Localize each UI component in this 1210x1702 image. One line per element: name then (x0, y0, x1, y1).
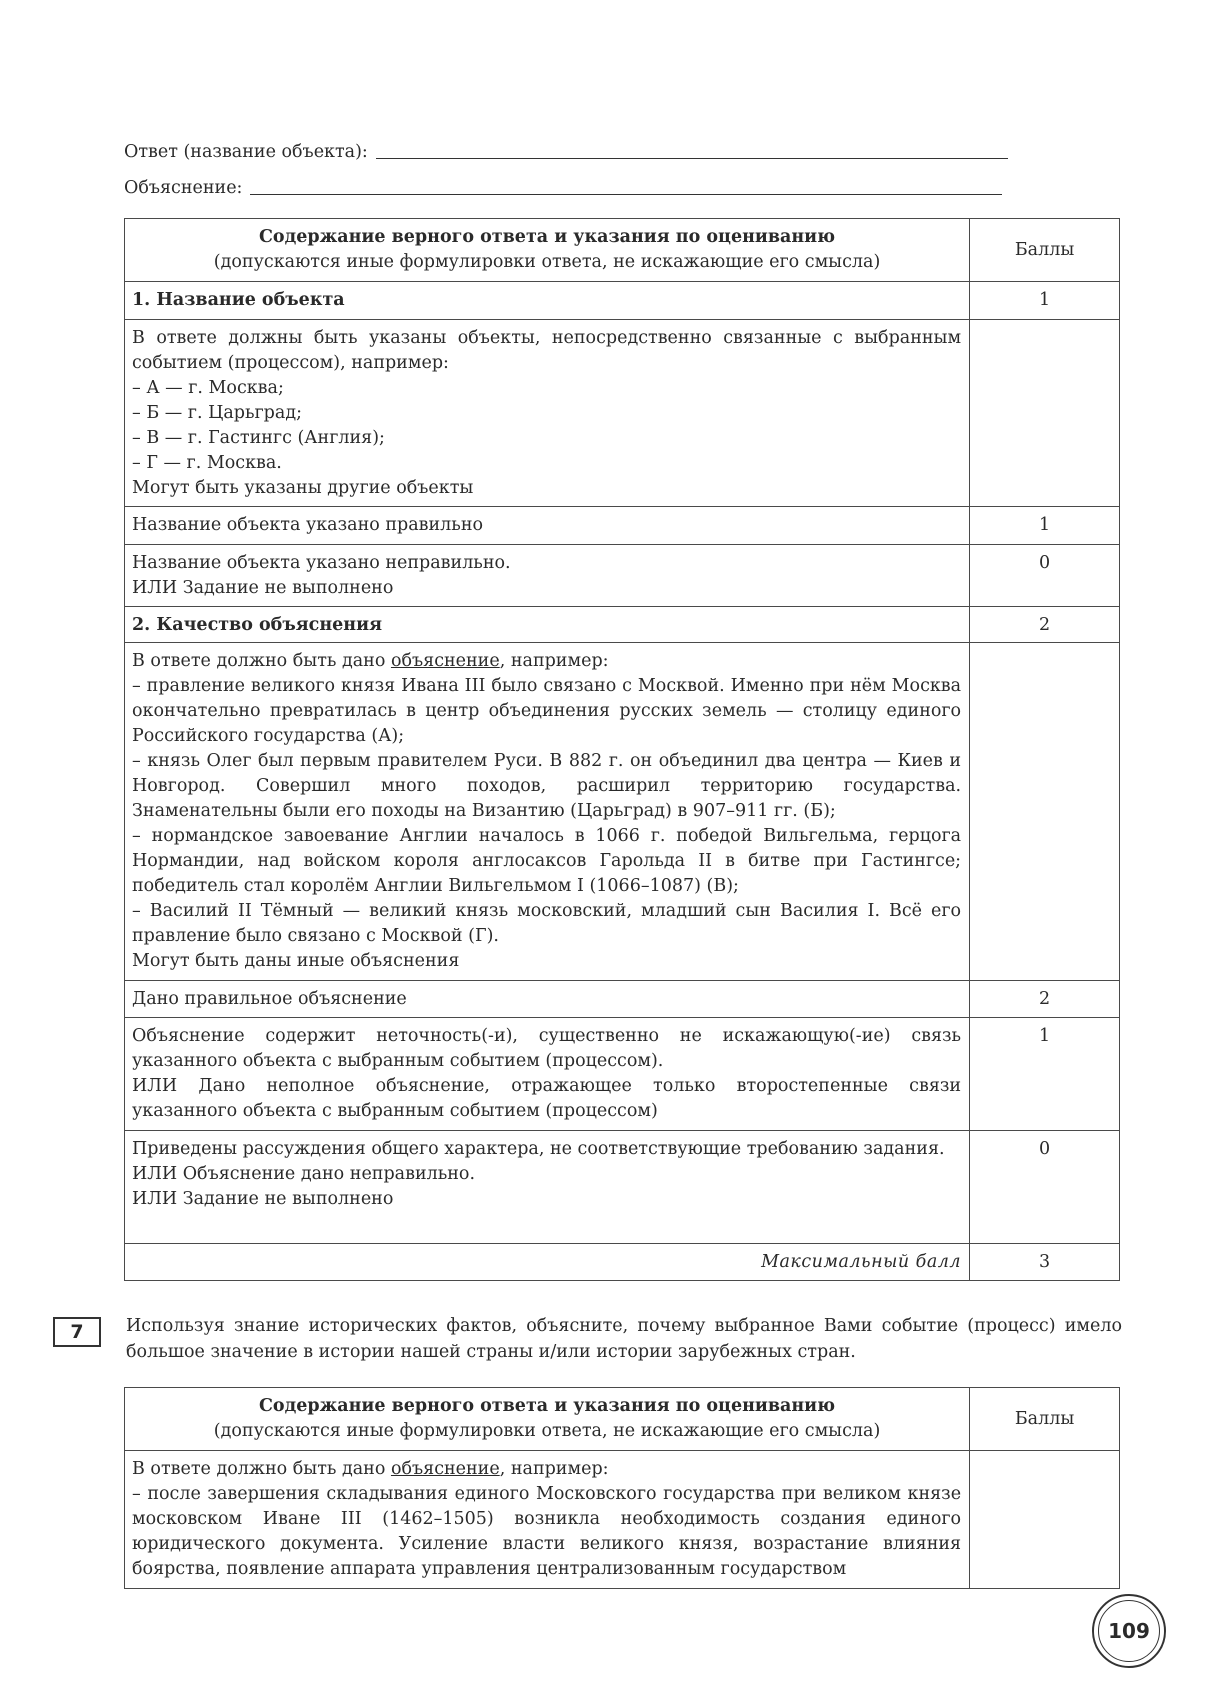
text-line: – А — г. Москва; (132, 378, 284, 398)
table-row (125, 507, 1120, 545)
header-subtitle: (допускаются иные формулировки ответа, не искажающие его смысла) (213, 1421, 881, 1441)
answer-object-line[interactable] (376, 157, 1008, 159)
text-line: В ответе должны быть указаны объекты, непосредственно связанные с выбранным событием (процессом), например: (132, 328, 962, 373)
text-line: – В — г. Гастингс (Англия); (132, 428, 385, 448)
text-line: ИЛИ Задание не выполнено (132, 578, 394, 598)
text-line: Могут быть указаны другие объекты (132, 478, 474, 498)
explanation-block (125, 1451, 970, 1589)
criterion-points: 1 (970, 507, 1120, 545)
empty-points-cell (970, 1451, 1120, 1589)
criterion-text (125, 1018, 970, 1131)
intro-suffix: , например: (499, 651, 609, 671)
table-row (125, 607, 1120, 643)
max-score-row (125, 1244, 1120, 1281)
table-row (125, 320, 1120, 507)
intro-underlined: объяснение (390, 1459, 500, 1479)
criterion-text: Дано правильное объяснение (125, 981, 970, 1018)
section-points: 1 (970, 282, 1120, 320)
answer-object-field (124, 142, 1008, 162)
section-title: 1. Название объекта (125, 282, 970, 320)
header-points-cell: Баллы (970, 219, 1120, 282)
header-content-cell (125, 1388, 970, 1451)
table-row (125, 545, 1120, 607)
text-line: – нормандское завоевание Англии началось в 1066 г. победой Вильгельма, герцога Нормандии, над войском короля англосаксов Гарольда II в битве при Гастингсе; победитель стал королём Англии Вильгельмом I (1066–1087) (В); (132, 826, 962, 896)
intro-prefix: В ответе должно быть дано (132, 651, 391, 671)
task-text: Используя знание исторических фактов, объясните, почему выбранное Вами событие (процесс) имело большое значение в истории нашей страны и/или истории зарубежных стран. (126, 1316, 1122, 1362)
empty-points-cell (970, 643, 1120, 981)
criterion-points: 0 (970, 1131, 1120, 1244)
explanation-intro (132, 1457, 961, 1482)
text-line: Объяснение содержит неточность(-и), существенно не искажающую(-ие) связь указанного объекта с выбранным событием (процессом). (132, 1026, 962, 1071)
explanation-block (125, 643, 970, 981)
text-line: ИЛИ Задание не выполнено (132, 1189, 394, 1209)
table-row (125, 1451, 1120, 1589)
text-line: – правление великого князя Ивана III было связано с Москвой. Именно при нём Москва окончательно превратилась в центр объединения русских земель — столицу единого Российского государства (А); (132, 676, 962, 746)
text-line: ИЛИ Дано неполное объяснение, отражающее только второстепенные связи указанного объекта с выбранным событием (процессом) (132, 1076, 962, 1121)
table-row (125, 1131, 1120, 1244)
table-header-row (125, 219, 1120, 282)
max-score-label: Максимальный балл (125, 1244, 970, 1281)
criterion-points: 1 (970, 1018, 1120, 1131)
criterion-points: 0 (970, 545, 1120, 607)
empty-points-cell (970, 320, 1120, 507)
answer-object-label: Ответ (название объекта): (124, 142, 368, 162)
scoring-table-6 (124, 218, 1120, 1281)
header-points-cell: Баллы (970, 1388, 1120, 1451)
criterion-text (125, 545, 970, 607)
table-row (125, 981, 1120, 1018)
text-line: – князь Олег был первым правителем Руси. В 882 г. он объединил два центра — Киев и Новгород. Совершил много походов, расширил территорию государства. Знаменательны были его походы на Византию (Царьград) в 907–911 гг. (Б); (132, 751, 962, 821)
header-title: Содержание верного ответа и указания по оцениванию (258, 227, 836, 247)
intro-suffix: , например: (499, 1459, 609, 1479)
text-line: – после завершения складывания единого Московского государства при великом князе московском Иване III (1462–1505) возникла необходимость создания единого юридического документа. Усиление власти великого князя, возрастание влияния боярства, появление аппарата управления централизованным государством (132, 1484, 962, 1579)
table-header-row (125, 1388, 1120, 1451)
objects-block (125, 320, 970, 507)
section-points: 2 (970, 607, 1120, 643)
text-line: Могут быть даны иные объяснения (132, 951, 460, 971)
criterion-text (125, 1131, 970, 1244)
header-subtitle: (допускаются иные формулировки ответа, не искажающие его смысла) (213, 252, 881, 272)
text-line: ИЛИ Объяснение дано неправильно. (132, 1164, 476, 1184)
intro-prefix: В ответе должно быть дано (132, 1459, 391, 1479)
explanation-field (124, 178, 1002, 198)
page-number: 109 (1098, 1600, 1160, 1662)
criterion-points: 2 (970, 981, 1120, 1018)
table-row (125, 643, 1120, 981)
task-number-box: 7 (53, 1317, 101, 1347)
explanation-intro (132, 649, 961, 674)
table-row (125, 1018, 1120, 1131)
section-title: 2. Качество объяснения (125, 607, 970, 643)
intro-underlined: объяснение (390, 651, 500, 671)
text-line: – Василий II Тёмный — великий князь московский, младший сын Василия I. Всё его правление было связано с Москвой (Г). (132, 901, 962, 946)
table-row (125, 282, 1120, 320)
criterion-text: Название объекта указано правильно (125, 507, 970, 545)
text-line: – Г — г. Москва. (132, 453, 282, 473)
max-score-points: 3 (970, 1244, 1120, 1281)
text-line: Приведены рассуждения общего характера, не соответствующие требованию задания. (132, 1139, 945, 1159)
explanation-label: Объяснение: (124, 178, 243, 198)
page-number-badge (1092, 1594, 1166, 1668)
header-content-cell (125, 219, 970, 282)
scoring-table-7 (124, 1387, 1120, 1589)
text-line: – Б — г. Царьград; (132, 403, 302, 423)
explanation-line[interactable] (250, 193, 1002, 195)
header-title: Содержание верного ответа и указания по оцениванию (258, 1396, 836, 1416)
text-line: Название объекта указано неправильно. (132, 553, 511, 573)
